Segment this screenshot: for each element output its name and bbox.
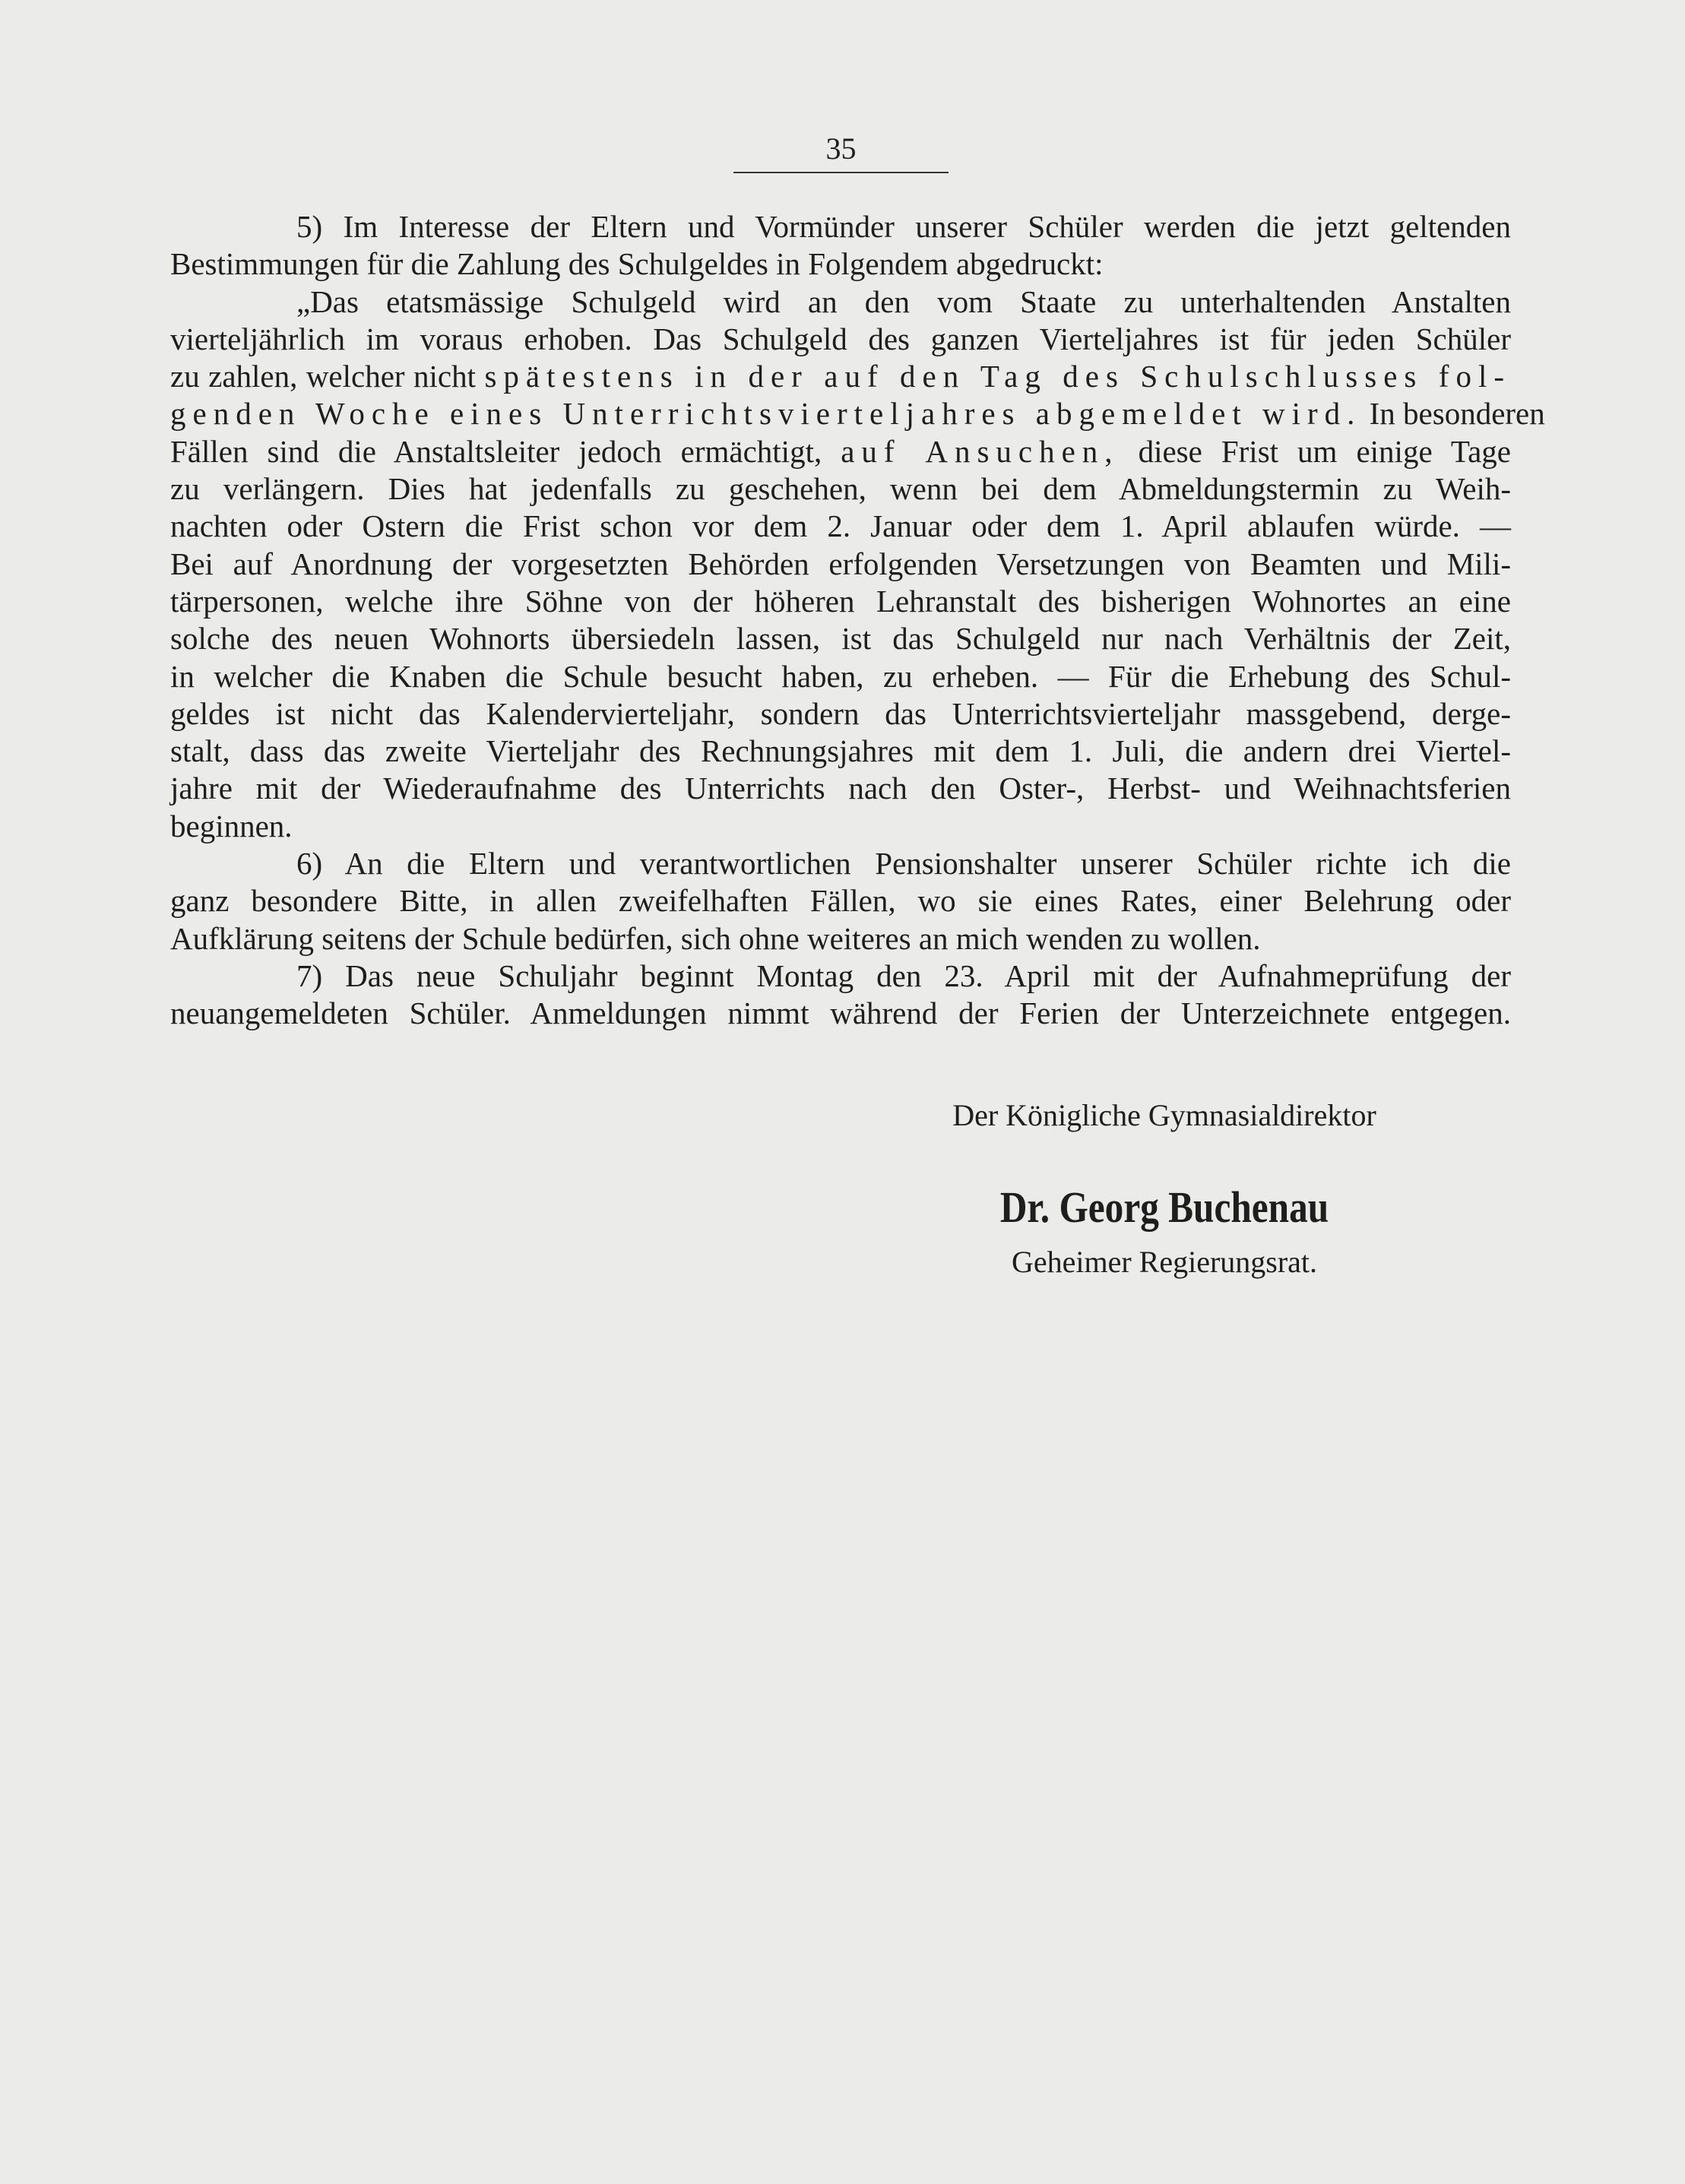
- text-line: [170, 770, 1511, 807]
- text-line: [170, 470, 1511, 508]
- page-number: 35: [825, 131, 857, 166]
- text-line: [170, 957, 1511, 995]
- text-segment: 7) Das neue Schuljahr beginnt Montag den 23. April mit der Aufnahmeprüfung der: [296, 957, 1511, 993]
- text-segment: zu zahlen, welcher nicht: [170, 359, 485, 394]
- text-segment: beginnen.: [170, 808, 293, 844]
- text-segment: solche des neuen Wohnorts übersiedeln lassen, ist das Schulgeld nur nach Verhältnis der Zeit,: [170, 621, 1511, 657]
- text-segment: jahre mit der Wiederaufnahme des Unterrichts nach den Oster-, Herbst- und Weihnachtsferien: [170, 771, 1511, 806]
- text-segment: Bestimmungen für die Zahlung des Schulgeldes in Folgendem abgedruckt:: [170, 246, 1104, 282]
- signature-rank: Geheimer Regierungsrat.: [1011, 1245, 1318, 1279]
- signature-title: Der Königliche Gymnasialdirektor: [952, 1098, 1376, 1132]
- text-line: [170, 358, 1511, 395]
- text-segment: 5) Im Interesse der Eltern und Vormünder unserer Schüler werden die jetzt geltenden: [296, 209, 1511, 244]
- text-line: [170, 208, 1511, 245]
- text-segment: 6) An die Eltern und verantwortlichen Pensionshalter unserer Schüler richte ich die: [296, 846, 1511, 882]
- text-segment: in welcher die Knaben die Schule besucht haben, zu erheben. — Für die Erhebung des Schul-: [170, 658, 1511, 694]
- spaced-text: spätestens in der auf den Tag des Schulschlusses fol-: [484, 359, 1511, 394]
- spaced-text: genden Woche eines Unterrichtsvierteljahres abgemeldet wird.: [170, 396, 1362, 432]
- text-line: [170, 695, 1511, 733]
- text-segment: geldes ist nicht das Kalendervierteljahr, sondern das Unterrichtsvierteljahr massgebend, derge-: [170, 695, 1511, 731]
- body-text: [170, 208, 1545, 1033]
- text-line: [170, 433, 1511, 470]
- text-line: [170, 508, 1511, 545]
- text-line: [170, 995, 1511, 1032]
- text-segment: In besonderen: [1361, 396, 1545, 432]
- text-segment: nachten oder Ostern die Frist schon vor dem 2. Januar oder dem 1. April ablaufen würde. —: [170, 508, 1511, 544]
- spaced-text: auf Ansuchen,: [841, 433, 1120, 469]
- text-line: [170, 395, 1545, 432]
- text-segment: Bei auf Anordnung der vorgesetzten Behörden erfolgenden Versetzungen von Beamten und Mili-: [170, 546, 1511, 581]
- text-line: [170, 245, 1511, 283]
- text-segment: zu verlängern. Dies hat jedenfalls zu geschehen, wenn bei dem Abmeldungstermin zu Weih-: [170, 471, 1511, 507]
- text-line: [170, 658, 1511, 695]
- text-segment: „Das etatsmässige Schulgeld wird an den vom Staate zu unterhaltenden Anstalten: [296, 283, 1511, 319]
- text-segment: stalt, dass das zweite Vierteljahr des Rechnungsjahres mit dem 1. Juli, die andern drei Viertel-: [170, 733, 1511, 769]
- text-segment: neuangemeldeten Schüler. Anmeldungen nimmt während der Ferien der Unterzeichnete entgegen.: [170, 995, 1511, 1031]
- text-segment: tärpersonen, welche ihre Söhne von der höheren Lehranstalt des bisherigen Wohnortes an eine: [170, 583, 1511, 619]
- text-segment: Fällen sind die Anstaltsleiter jedoch ermächtigt,: [170, 433, 841, 469]
- text-line: [170, 733, 1511, 770]
- text-line: [170, 546, 1511, 583]
- text-line: [170, 920, 1511, 957]
- text-segment: vierteljährlich im voraus erhoben. Das Schulgeld des ganzen Vierteljahres ist für jeden Schüler: [170, 321, 1511, 356]
- text-segment: diese Frist um einige Tage: [1119, 433, 1511, 469]
- header-rule: [733, 172, 949, 173]
- signature-name: Dr. Georg Buchenau: [999, 1182, 1329, 1232]
- text-line: [170, 283, 1511, 321]
- text-line: [170, 845, 1511, 882]
- text-segment: ganz besondere Bitte, in allen zweifelhaften Fällen, wo sie eines Rates, einer Belehrung oder: [170, 883, 1511, 919]
- text-line: [170, 583, 1511, 620]
- text-line: [170, 321, 1511, 358]
- text-segment: Aufklärung seitens der Schule bedürfen, sich ohne weiteres an mich wenden zu wollen.: [170, 920, 1261, 956]
- text-line: [170, 808, 1511, 845]
- text-line: [170, 882, 1511, 919]
- text-line: [170, 620, 1511, 657]
